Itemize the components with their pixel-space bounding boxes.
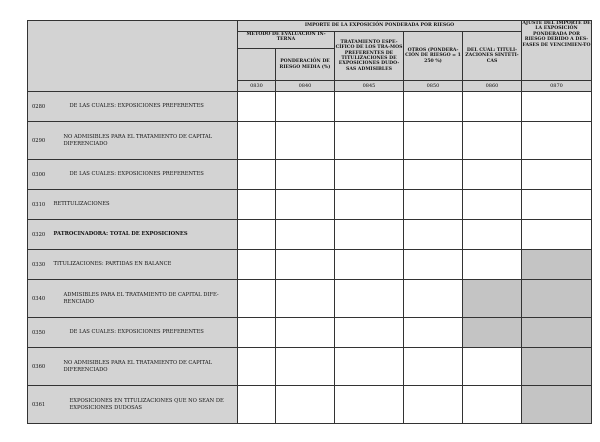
table-row [28, 348, 592, 386]
input-cell[interactable] [276, 280, 335, 318]
header-metodo-blank [238, 49, 276, 81]
input-cell[interactable] [463, 190, 522, 220]
row-label: NO ADMISIBLES PARA EL TRATAMIENTO DE CAPITAL DIFERENCIADO [52, 348, 238, 386]
table-row [28, 220, 592, 250]
header-metodo: MÉTODO DE EVALUACIÓN IN-TERNA [238, 32, 335, 49]
row-label: ADMISIBLES PARA EL TRATAMIENTO DE CAPITAL DIFE-RENCIADO [52, 280, 238, 318]
input-cell[interactable] [404, 220, 463, 250]
row-label: DE LAS CUALES: EXPOSICIONES PREFERENTES [52, 318, 238, 348]
input-cell[interactable] [276, 190, 335, 220]
input-cell[interactable] [404, 280, 463, 318]
input-cell[interactable] [463, 220, 522, 250]
input-cell[interactable] [238, 348, 276, 386]
input-cell[interactable] [522, 92, 592, 122]
row-label: RETITULIZACIONES [52, 190, 238, 220]
input-cell[interactable] [463, 160, 522, 190]
input-cell[interactable] [463, 348, 522, 386]
input-cell[interactable] [335, 386, 404, 424]
column-code: 0850 [404, 81, 463, 92]
input-cell[interactable] [335, 160, 404, 190]
input-cell[interactable] [238, 386, 276, 424]
input-cell[interactable] [335, 280, 404, 318]
input-cell[interactable] [522, 122, 592, 160]
shaded-cell [522, 250, 592, 280]
row-label: PATROCINADORA: TOTAL DE EXPOSICIONES [52, 220, 238, 250]
input-cell[interactable] [238, 122, 276, 160]
input-cell[interactable] [522, 160, 592, 190]
row-code: 0350 [28, 318, 52, 348]
input-cell[interactable] [276, 220, 335, 250]
input-cell[interactable] [276, 160, 335, 190]
table-row [28, 122, 592, 160]
shaded-cell [522, 386, 592, 424]
header-ponderacion: PONDERACIÓN DE RIESGO MEDIA (%) [276, 49, 335, 81]
row-code: 0330 [28, 250, 52, 280]
header-corner [28, 21, 238, 92]
row-code: 0340 [28, 280, 52, 318]
input-cell[interactable] [238, 160, 276, 190]
row-code: 0310 [28, 190, 52, 220]
header-otros: OTROS (PONDERA-CIÓN DE RIESGO = 1 250 %) [404, 32, 463, 81]
input-cell[interactable] [276, 122, 335, 160]
table-row [28, 160, 592, 190]
column-code: 0860 [463, 81, 522, 92]
row-code: 0290 [28, 122, 52, 160]
group-title: IMPORTE DE LA EXPOSICIÓN PONDERADA POR RIESGO [238, 21, 522, 32]
header-ajuste: AJUSTE DEL IMPORTE DE LA EXPOSICIÓN PONDERADA POR RIESGO DEBIDO A DES-FASES DE VENCIMIEN-TO [522, 21, 592, 81]
shaded-cell [463, 280, 522, 318]
input-cell[interactable] [404, 386, 463, 424]
shaded-cell [522, 318, 592, 348]
report-table [27, 20, 592, 424]
table-row [28, 386, 592, 424]
input-cell[interactable] [238, 280, 276, 318]
column-code: 0870 [522, 81, 592, 92]
input-cell[interactable] [335, 190, 404, 220]
input-cell[interactable] [238, 220, 276, 250]
input-cell[interactable] [335, 92, 404, 122]
input-cell[interactable] [276, 318, 335, 348]
input-cell[interactable] [335, 348, 404, 386]
input-cell[interactable] [404, 318, 463, 348]
input-cell[interactable] [522, 190, 592, 220]
input-cell[interactable] [463, 250, 522, 280]
input-cell[interactable] [404, 250, 463, 280]
table-row [28, 92, 592, 122]
table-body [28, 92, 592, 424]
table-header [28, 21, 592, 92]
input-cell[interactable] [404, 122, 463, 160]
input-cell[interactable] [335, 122, 404, 160]
column-code: 0845 [335, 81, 404, 92]
shaded-cell [522, 280, 592, 318]
input-cell[interactable] [335, 250, 404, 280]
input-cell[interactable] [276, 386, 335, 424]
input-cell[interactable] [404, 348, 463, 386]
header-tratamiento: TRATAMIENTO ESPE-CÍFICO DE LOS TRA-MOS PREFERENTES DE TITULIZACIONES DE EXPOSICIONES DUDO-SAS ADMISIBLES [335, 32, 404, 81]
input-cell[interactable] [463, 122, 522, 160]
input-cell[interactable] [463, 92, 522, 122]
input-cell[interactable] [335, 318, 404, 348]
input-cell[interactable] [463, 386, 522, 424]
input-cell[interactable] [238, 92, 276, 122]
input-cell[interactable] [276, 250, 335, 280]
column-code: 0840 [276, 81, 335, 92]
input-cell[interactable] [276, 348, 335, 386]
row-code: 0280 [28, 92, 52, 122]
shaded-cell [463, 318, 522, 348]
row-label: EXPOSICIONES EN TITULIZACIONES QUE NO SEAN DE EXPOSICIONES DUDOSAS [52, 386, 238, 424]
row-label: NO ADMISIBLES PARA EL TRATAMIENTO DE CAPITAL DIFERENCIADO [52, 122, 238, 160]
header-del-cual: DEL CUAL: TITULI-ZACIONES SINTÉTI-CAS [463, 32, 522, 81]
table-row [28, 318, 592, 348]
input-cell[interactable] [238, 190, 276, 220]
row-code: 0360 [28, 348, 52, 386]
row-code: 0320 [28, 220, 52, 250]
input-cell[interactable] [404, 92, 463, 122]
row-code: 0361 [28, 386, 52, 424]
input-cell[interactable] [238, 250, 276, 280]
input-cell[interactable] [404, 190, 463, 220]
input-cell[interactable] [522, 220, 592, 250]
row-label: DE LAS CUALES: EXPOSICIONES PREFERENTES [52, 92, 238, 122]
row-label: DE LAS CUALES: EXPOSICIONES PREFERENTES [52, 160, 238, 190]
row-code: 0300 [28, 160, 52, 190]
input-cell[interactable] [238, 318, 276, 348]
table-row [28, 190, 592, 220]
column-code: 0830 [238, 81, 276, 92]
row-label: TITULIZACIONES: PARTIDAS EN BALANCE [52, 250, 238, 280]
shaded-cell [522, 348, 592, 386]
table-row [28, 250, 592, 280]
table-row [28, 280, 592, 318]
input-cell[interactable] [335, 220, 404, 250]
input-cell[interactable] [276, 92, 335, 122]
input-cell[interactable] [404, 160, 463, 190]
